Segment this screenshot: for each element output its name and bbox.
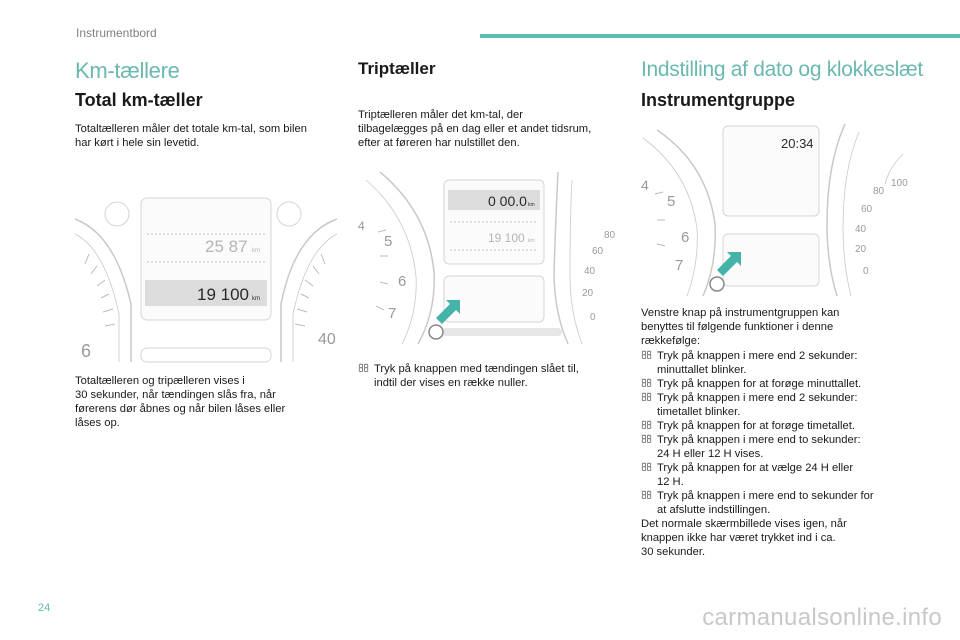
- cluster-bullet-list: [641, 349, 921, 559]
- trip-reading: 19 100: [197, 285, 249, 304]
- trip-meter-intro: Triptælleren måler det km-tal, der tilbagelægges på en dag eller et andet tidsrum, efter at føreren har nulstillet den.: [358, 109, 592, 149]
- gauge-right-20: 20: [582, 288, 594, 299]
- bullet-item: Tryk på knappen i mere end 2 sekunder: timetallet blinker.: [657, 392, 858, 418]
- gauge-right-40: 40: [855, 224, 867, 235]
- header-accent-bar: [480, 34, 960, 38]
- gauge-right-40: 40: [584, 266, 596, 277]
- svg-text:km: km: [528, 202, 535, 208]
- reset-button-icon: [429, 325, 443, 339]
- trip-meter-illustration: [358, 172, 620, 344]
- watermark: carmanualsonline.info: [702, 604, 942, 631]
- gauge-right-80: 80: [873, 186, 885, 197]
- odometer-note: Totaltælleren og tripælleren vises i 30 sekunder, når tændingen slås fra, når førerens dør åbnes og når bilen låses eller låses op.: [75, 375, 286, 429]
- total-odometer-heading: Total km-tæller: [75, 90, 203, 110]
- gauge-left-5: 5: [667, 193, 676, 210]
- bullet-item: Tryk på knappen i mere end 2 sekunder: minuttallet blinker.: [657, 350, 858, 376]
- instrument-cluster-illustration: [641, 124, 908, 296]
- instrument-cluster-heading: Instrumentgruppe: [641, 90, 796, 110]
- gauge-left-7: 7: [388, 305, 397, 322]
- right-gauge-number: 40: [318, 331, 336, 348]
- page-number: 24: [38, 602, 51, 614]
- gauge-left-5: 5: [384, 233, 393, 250]
- gauge-left-6: 6: [681, 229, 690, 246]
- gauge-left-4: 4: [641, 177, 649, 193]
- clock-reading: 20:34: [781, 136, 814, 151]
- gauge-right-60: 60: [861, 204, 873, 215]
- gauge-left-4: 4: [358, 219, 365, 233]
- left-gauge-number: 6: [81, 341, 92, 361]
- bullet-item: Tryk på knappen for at vælge 24 H eller 12 H.: [657, 462, 854, 488]
- gauge-right-80: 80: [604, 230, 616, 241]
- section-label: Instrumentbord: [76, 26, 157, 40]
- bullet-item: Tryk på knappen for at forøge timetallet.: [657, 420, 855, 432]
- total-reading: 25 87: [205, 237, 248, 256]
- trip-reset-instruction: Tryk på knappen med tændingen slået til, indtil der vises en række nuller.: [358, 362, 639, 390]
- cluster-outro: Det normale skærmbillede vises igen, når knappen ikke har været trykket ind i ca. 30 sekunder.: [641, 518, 847, 558]
- bullet-item: Tryk på knappen i mere end to sekunder for at afslutte indstillingen.: [657, 490, 874, 516]
- bullet-item: Tryk på knappen for at forøge minuttallet.: [657, 378, 862, 390]
- odometer-illustration: [75, 194, 337, 362]
- trip-unit: km: [252, 296, 260, 302]
- svg-text:km: km: [528, 238, 535, 244]
- total-odometer-intro: Totaltælleren måler det totale km-tal, som bilen har kørt i hele sin levetid.: [75, 123, 307, 149]
- gauge-right-60: 60: [592, 246, 604, 257]
- total-reading: 19 100: [488, 231, 525, 245]
- gauge-right-0: 0: [863, 266, 869, 277]
- gauge-right-0: 0: [590, 312, 596, 323]
- total-unit: km: [252, 248, 260, 254]
- date-time-title: Indstilling af dato og klokkeslæt: [641, 58, 923, 81]
- gauge-left-7: 7: [675, 257, 684, 274]
- gauge-right-20: 20: [855, 244, 867, 255]
- trip-meter-title: Triptæller: [358, 59, 436, 78]
- bullet-marker: [358, 362, 374, 376]
- left-button-icon: [710, 277, 724, 291]
- gauge-right-100: 100: [891, 178, 908, 189]
- trip-zero-reading: 0 00.0: [488, 193, 527, 209]
- cluster-intro: Venstre knap på instrumentgruppen kan benyttes til følgende funktioner i denne rækkefølge:: [641, 307, 840, 347]
- bullet-item: Tryk på knappen i mere end to sekunder: 24 H eller 12 H vises.: [657, 434, 861, 460]
- gauge-left-6: 6: [398, 273, 407, 290]
- km-counters-title: Km-tællere: [75, 58, 180, 83]
